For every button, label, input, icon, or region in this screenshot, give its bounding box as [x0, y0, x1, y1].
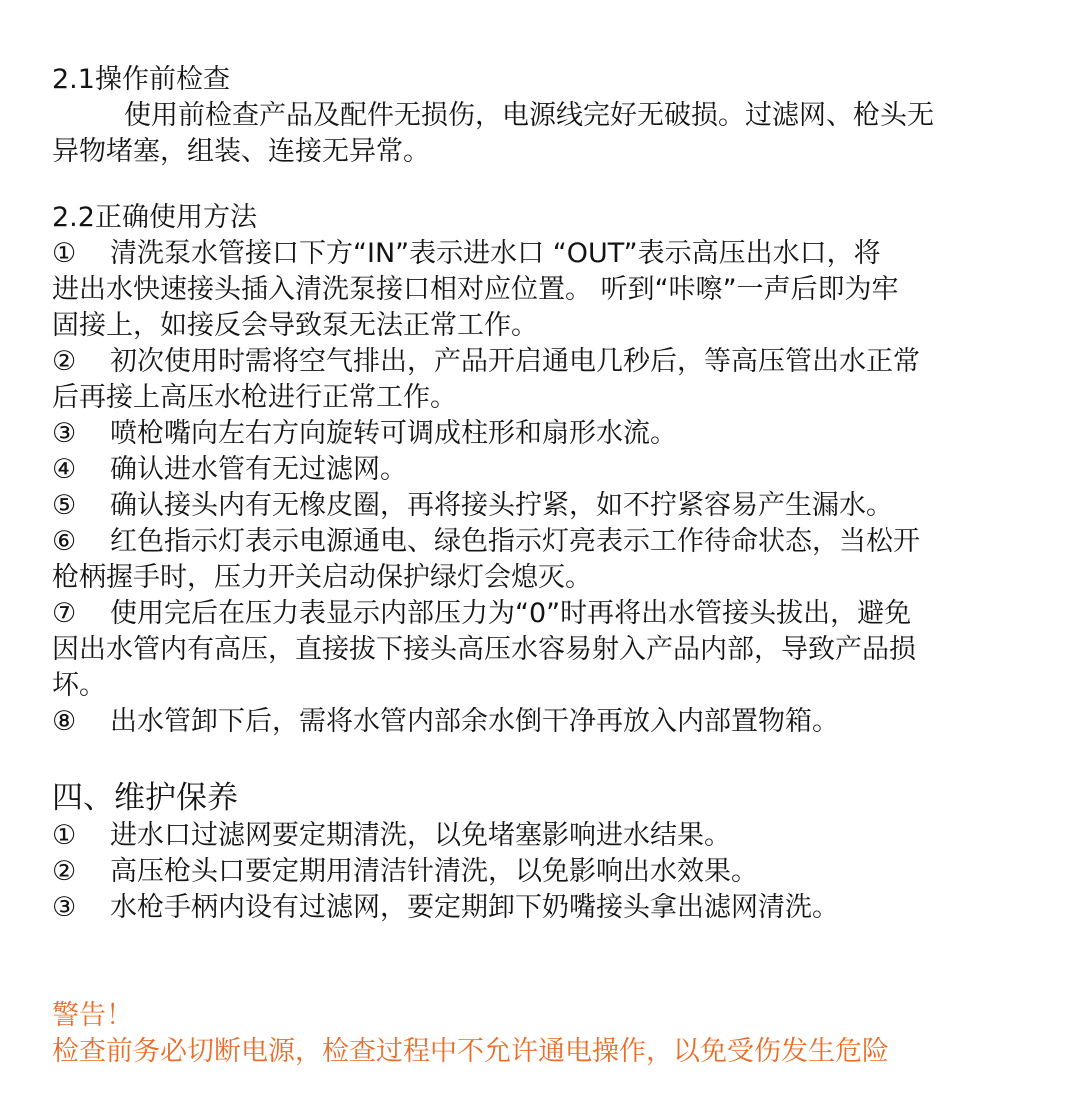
item-text: 后再接上高压水枪进行正常工作。 [52, 382, 457, 413]
usage-item-line [52, 416, 1032, 452]
usage-item-line [52, 668, 1032, 704]
item-text: 水枪手柄内设有过滤网，要定期卸下奶嘴接头拿出滤网清洗。 [110, 892, 839, 923]
item-number: ③ [52, 892, 77, 923]
item-number: ⑦ [52, 598, 77, 629]
item-text: 固接上，如接反会导致泵无法正常工作。 [52, 310, 538, 341]
section-heading: 四、维护保养 [52, 780, 238, 816]
item-text: 红色指示灯表示电源通电、绿色指示灯亮表示工作待命状态，当松开 [110, 526, 920, 557]
item-number: ② [52, 346, 77, 377]
usage-item-line [52, 704, 1032, 740]
usage-item-line [52, 452, 1032, 488]
item-text: 喷枪嘴向左右方向旋转可调成柱形和扇形水流。 [110, 418, 677, 449]
item-number: ② [52, 856, 77, 887]
usage-item-line [52, 524, 1032, 560]
item-text: 确认进水管有无过滤网。 [110, 454, 407, 485]
item-text: 清洗泵水管接口下方“IN”表示进水口 “OUT”表示高压出水口，将 [110, 238, 881, 269]
item-text: 进出水快速接头插入清洗泵接口相对应位置。 听到“咔嚓”一声后即为牢 [52, 274, 899, 305]
usage-list [52, 236, 1032, 740]
section-maintenance [52, 778, 1032, 926]
item-text: 坏。 [52, 670, 106, 701]
item-number: ④ [52, 454, 77, 485]
item-number: ① [52, 238, 77, 269]
usage-item-line [52, 560, 1032, 596]
maintenance-list [52, 818, 1032, 926]
usage-item-line [52, 488, 1032, 524]
usage-item-line [52, 308, 1032, 344]
section-title: 2.1操作前检查 [52, 64, 230, 95]
maintenance-item [52, 890, 1032, 926]
item-text: 确认接头内有无橡皮圈，再将接头拧紧，如不拧紧容易产生漏水。 [110, 490, 893, 521]
paragraph-line: 异物堵塞，组装、连接无异常。 [52, 136, 430, 167]
usage-item-line [52, 236, 1032, 272]
usage-item-line [52, 272, 1032, 308]
warning-text: 检查前务必切断电源，检查过程中不允许通电操作，以免受伤发生危险 [52, 1036, 889, 1067]
item-number: ⑥ [52, 526, 77, 557]
item-text: 出水管卸下后，需将水管内部余水倒干净再放入内部置物箱。 [110, 706, 839, 737]
item-number: ⑧ [52, 706, 77, 737]
item-text: 高压枪头口要定期用清洁针清洗，以免影响出水效果。 [110, 856, 758, 887]
maintenance-item [52, 854, 1032, 890]
section-pre-operation-check [52, 62, 1032, 170]
usage-item-line [52, 596, 1032, 632]
warning-block [52, 998, 1032, 1070]
item-number: ⑤ [52, 490, 77, 521]
item-text: 枪柄握手时，压力开关启动保护绿灯会熄灭。 [52, 562, 592, 593]
maintenance-item [52, 818, 1032, 854]
usage-item-line [52, 344, 1032, 380]
paragraph-line: 使用前检查产品及配件无损伤，电源线完好无破损。过滤网、枪头无 [124, 100, 934, 131]
item-text: 初次使用时需将空气排出，产品开启通电几秒后，等高压管出水正常 [110, 346, 920, 377]
usage-item-line [52, 380, 1032, 416]
section-title: 2.2正确使用方法 [52, 202, 257, 233]
item-number: ① [52, 820, 77, 851]
usage-item-line [52, 632, 1032, 668]
warning-title: 警告！ [52, 1000, 133, 1031]
section-correct-usage [52, 200, 1032, 740]
item-text: 使用完后在压力表显示内部压力为“0”时再将出水管接头拔出，避免 [110, 598, 912, 629]
item-number: ③ [52, 418, 77, 449]
item-text: 因出水管内有高压，直接拔下接头高压水容易射入产品内部，导致产品损 [52, 634, 916, 665]
item-text: 进水口过滤网要定期清洗，以免堵塞影响进水结果。 [110, 820, 731, 851]
